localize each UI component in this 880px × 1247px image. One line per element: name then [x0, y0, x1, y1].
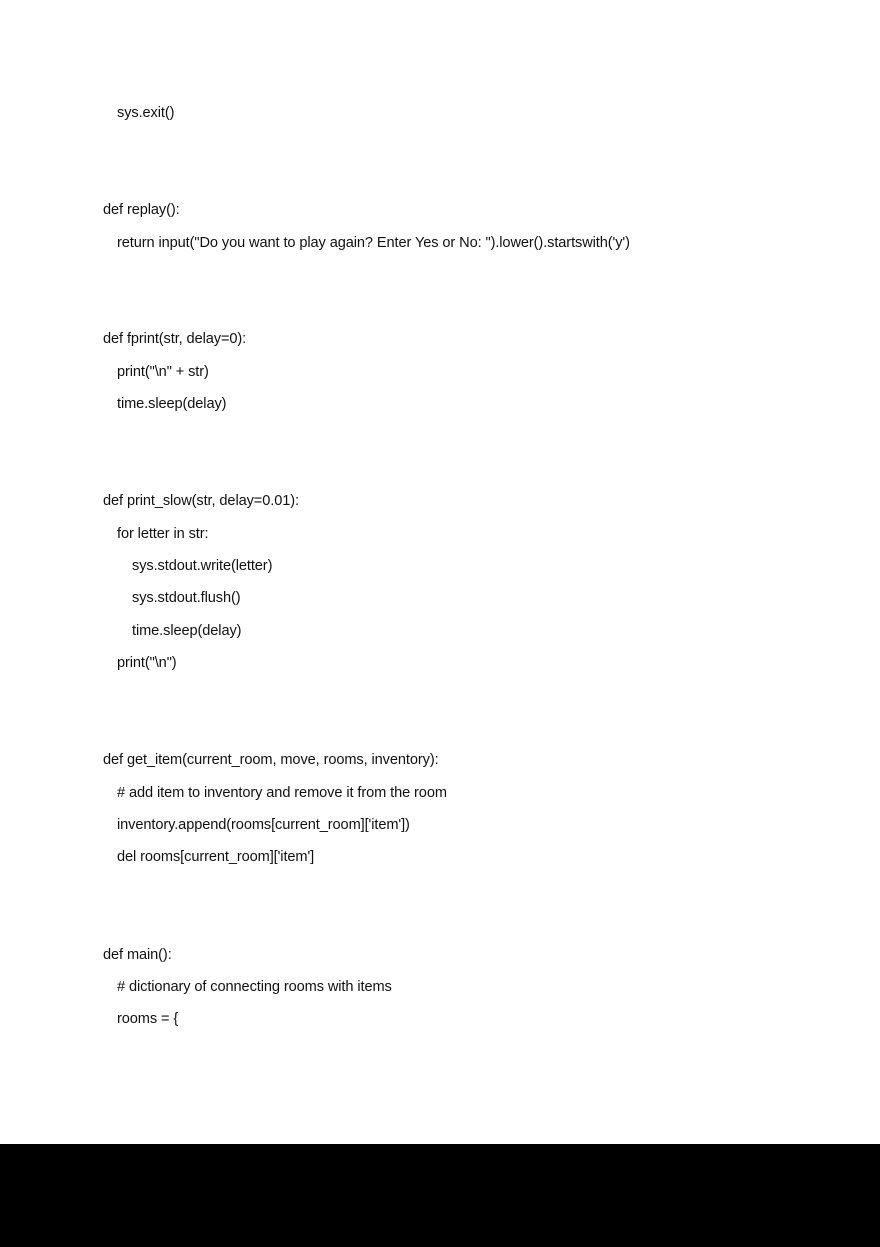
- code-line-sys-exit: sys.exit(): [117, 105, 175, 121]
- code-line-for-letter: for letter in str:: [117, 526, 209, 542]
- code-line-inventory-append: inventory.append(rooms[current_room]['item']): [117, 817, 410, 833]
- code-line-del-rooms: del rooms[current_room]['item']: [117, 849, 315, 865]
- code-line-def-fprint: def fprint(str, delay=0):: [103, 331, 247, 347]
- code-line-comment-add-item: # add item to inventory and remove it from the room: [117, 785, 447, 801]
- code-line-stdout-flush: sys.stdout.flush(): [132, 590, 241, 606]
- code-line-def-get-item: def get_item(current_room, move, rooms, inventory):: [103, 752, 439, 768]
- code-line-return-input: return input("Do you want to play again? Enter Yes or No: ").lower().startswith('y'): [117, 235, 630, 251]
- code-line-comment-dictionary: # dictionary of connecting rooms with items: [117, 979, 392, 995]
- code-line-time-sleep: time.sleep(delay): [117, 396, 227, 412]
- code-line-def-print-slow: def print_slow(str, delay=0.01):: [103, 493, 299, 509]
- code-line-print-newline: print("\n"): [117, 655, 177, 671]
- bottom-black-band: [0, 1144, 880, 1247]
- code-line-def-main: def main():: [103, 947, 172, 963]
- code-line-stdout-write: sys.stdout.write(letter): [132, 558, 273, 574]
- code-line-rooms-open: rooms = {: [117, 1011, 179, 1027]
- code-line-time-sleep-inner: time.sleep(delay): [132, 623, 242, 639]
- code-line-def-replay: def replay():: [103, 202, 180, 218]
- code-line-print-str: print("\n" + str): [117, 364, 209, 380]
